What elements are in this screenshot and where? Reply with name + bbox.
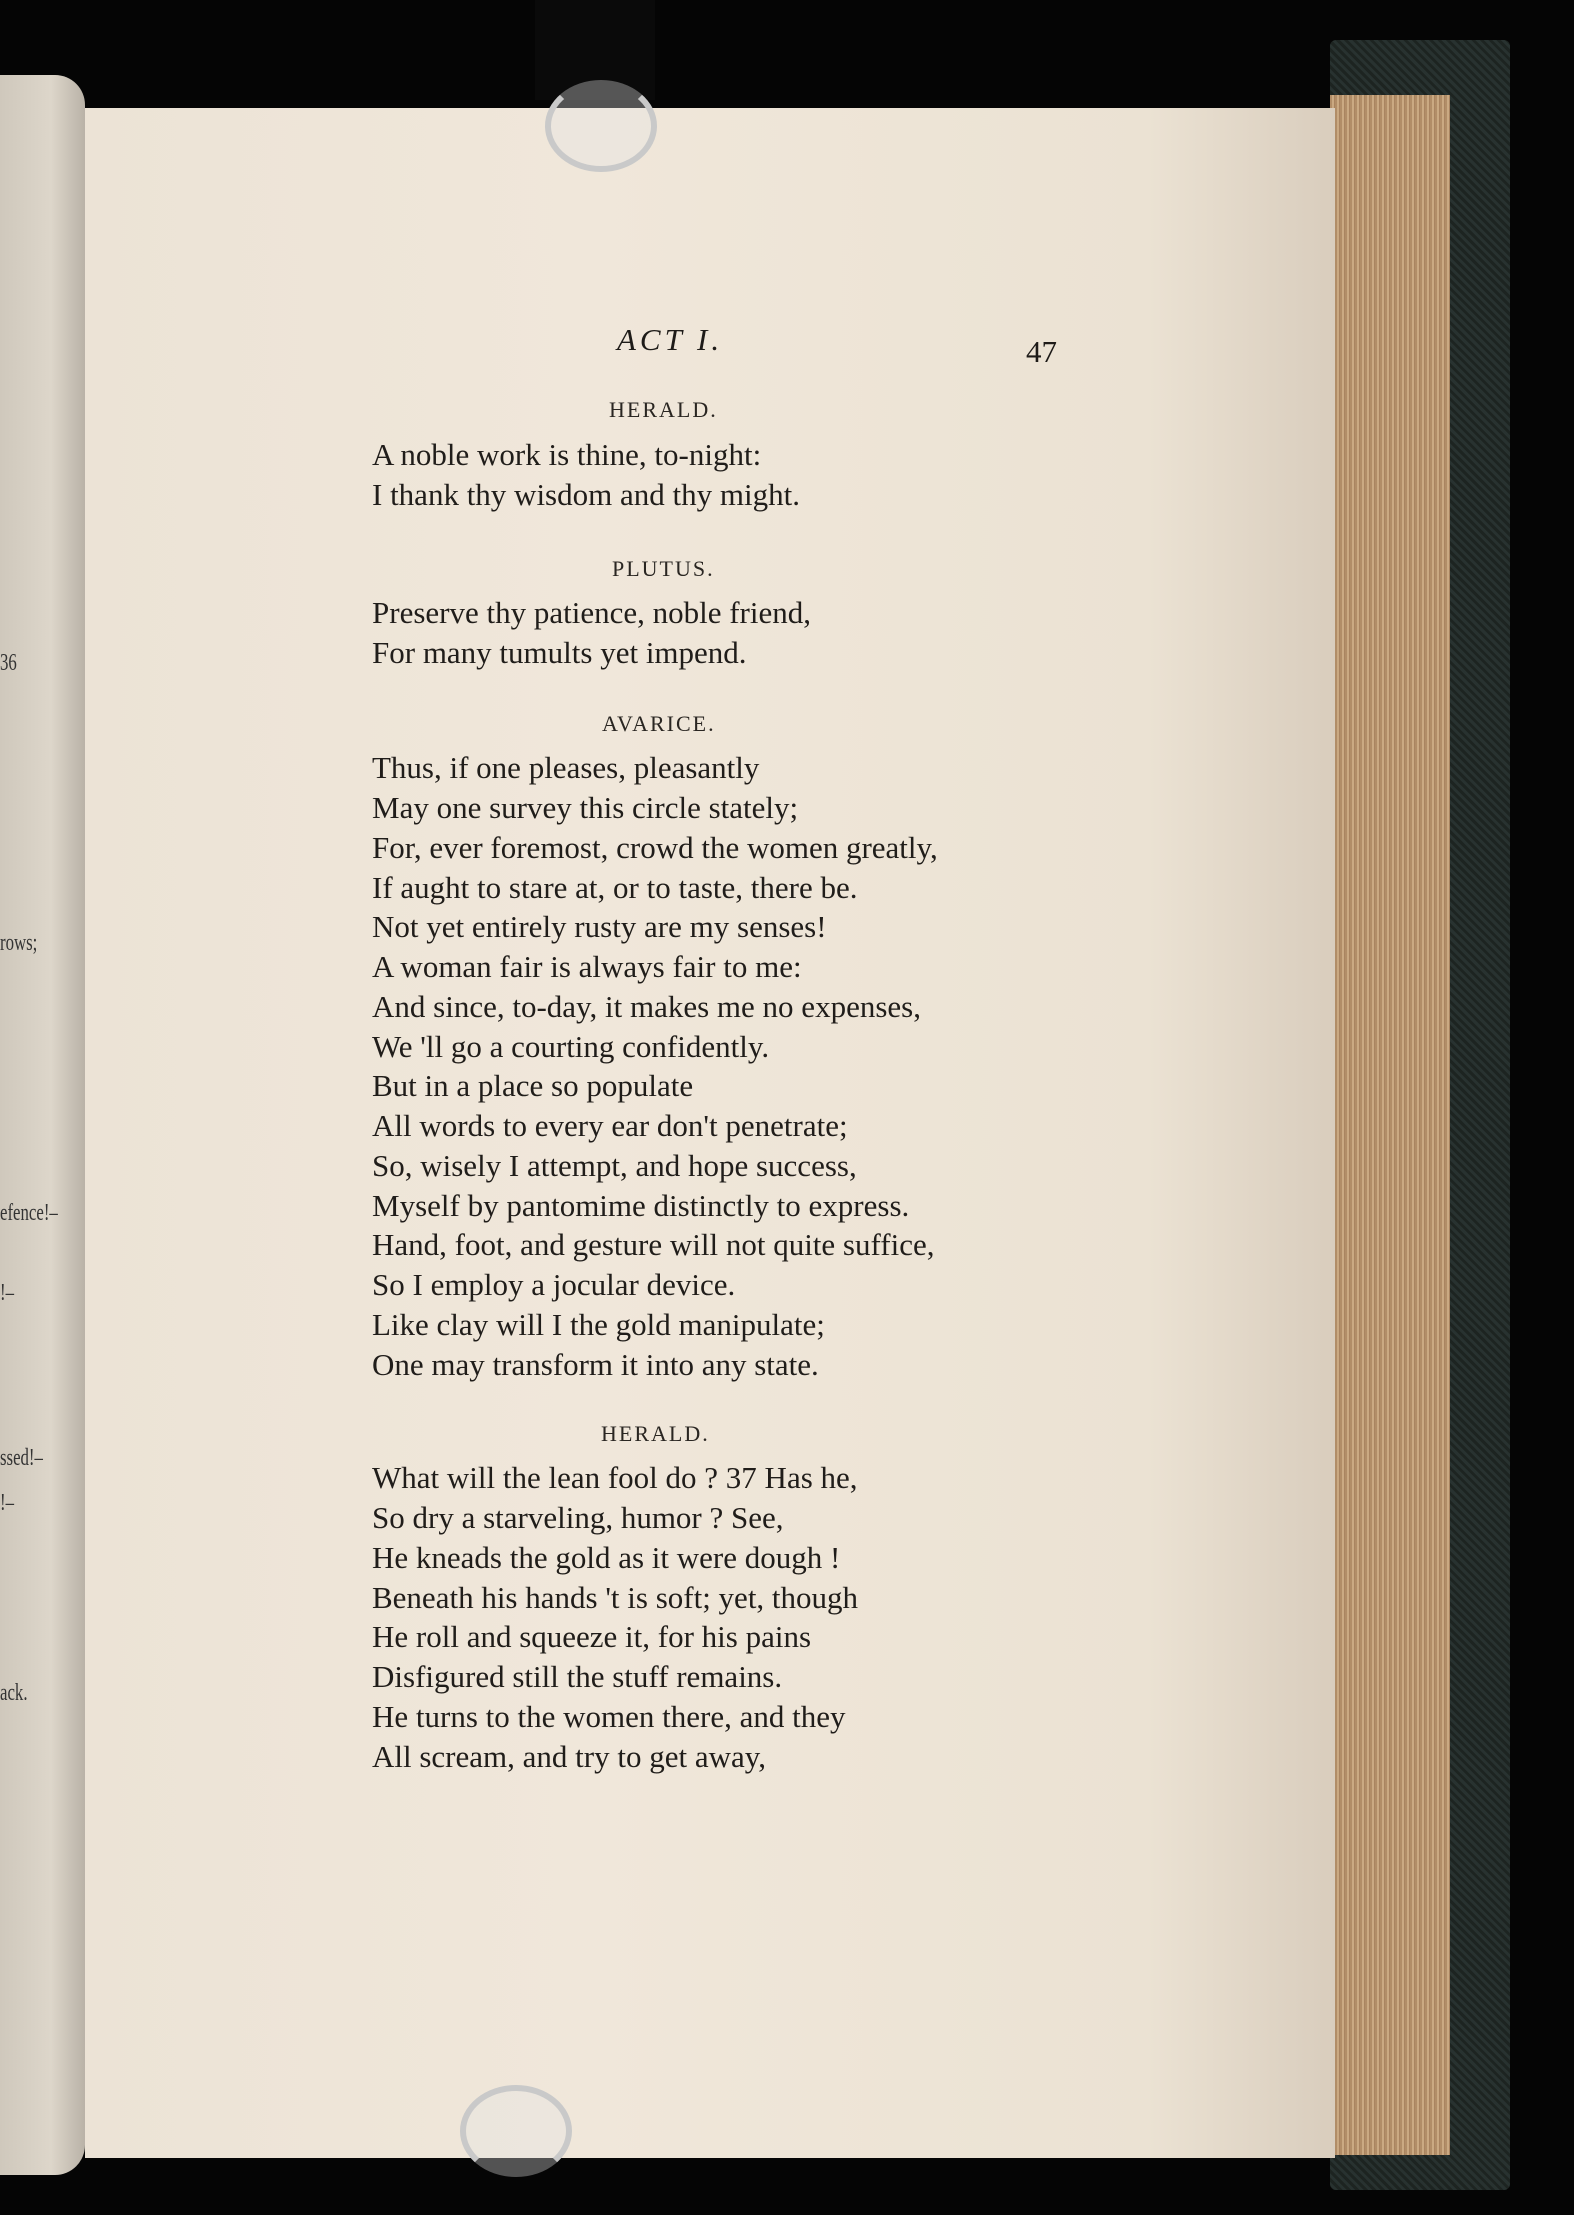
verse-line: For, ever foremost, crowd the women greatly, <box>372 830 938 865</box>
verse-line: And since, to-day, it makes me no expenses, <box>372 989 921 1024</box>
page-clip-top <box>545 80 657 172</box>
verse-line: But in a place so populate <box>372 1068 694 1103</box>
prev-page-fragment: ssed!– <box>0 1445 43 1471</box>
page-header <box>0 322 1574 372</box>
verse-line: Disfigured still the stuff remains. <box>372 1659 783 1694</box>
verse-line: All words to every ear don't penetrate; <box>372 1108 848 1143</box>
verse-line: So I employ a jocular device. <box>372 1267 736 1302</box>
verse-line: He turns to the women there, and they <box>372 1699 846 1734</box>
prev-page-fragment: rows; <box>0 930 38 956</box>
verse-line: All scream, and try to get away, <box>372 1739 766 1774</box>
prev-page-fragment: ack. <box>0 1680 28 1706</box>
running-title: ACT I. <box>617 322 724 357</box>
verse-line: He kneads the gold as it were dough ! <box>372 1540 841 1575</box>
speaker-name: AVARICE. <box>602 711 716 736</box>
verse-line: Hand, foot, and gesture will not quite suffice, <box>372 1227 935 1262</box>
previous-page-edge <box>0 75 85 2175</box>
verse-line: Preserve thy patience, noble friend, <box>372 595 811 630</box>
prev-page-fragment: !– <box>0 1280 14 1306</box>
verse-line: Myself by pantomime distinctly to express. <box>372 1188 910 1223</box>
prev-page-fragment: 36 <box>0 650 17 676</box>
verse-line: For many tumults yet impend. <box>372 635 747 670</box>
page-number: 47 <box>1026 334 1057 369</box>
verse-line: A noble work is thine, to-night: <box>372 437 762 472</box>
verse-line: A woman fair is always fair to me: <box>372 949 802 984</box>
verse-line: What will the lean fool do ? 37 Has he, <box>372 1460 858 1495</box>
verse-line: Like clay will I the gold manipulate; <box>372 1307 825 1342</box>
prev-page-fragment: efence!– <box>0 1200 58 1226</box>
page-clip-bottom <box>460 2085 572 2177</box>
verse-line: One may transform it into any state. <box>372 1347 819 1382</box>
speaker-name: PLUTUS. <box>612 556 715 581</box>
speaker-name: HERALD. <box>609 397 718 422</box>
verse-line: Beneath his hands 't is soft; yet, though <box>372 1580 859 1615</box>
page-block-edges <box>1330 95 1450 2155</box>
verse-line: We 'll go a courting confidently. <box>372 1029 770 1064</box>
prev-page-fragment: !– <box>0 1490 14 1516</box>
verse-line: Thus, if one pleases, pleasantly <box>372 750 760 785</box>
speaker-name: HERALD. <box>601 1421 710 1446</box>
verse-line: He roll and squeeze it, for his pains <box>372 1619 812 1654</box>
verse-line: May one survey this circle stately; <box>372 790 799 825</box>
verse-line: So, wisely I attempt, and hope success, <box>372 1148 857 1183</box>
verse-line: I thank thy wisdom and thy might. <box>372 477 800 512</box>
verse-line: If aught to stare at, or to taste, there be. <box>372 870 858 905</box>
verse-line: Not yet entirely rusty are my senses! <box>372 909 827 944</box>
verse-line: So dry a starveling, humor ? See, <box>372 1500 784 1535</box>
